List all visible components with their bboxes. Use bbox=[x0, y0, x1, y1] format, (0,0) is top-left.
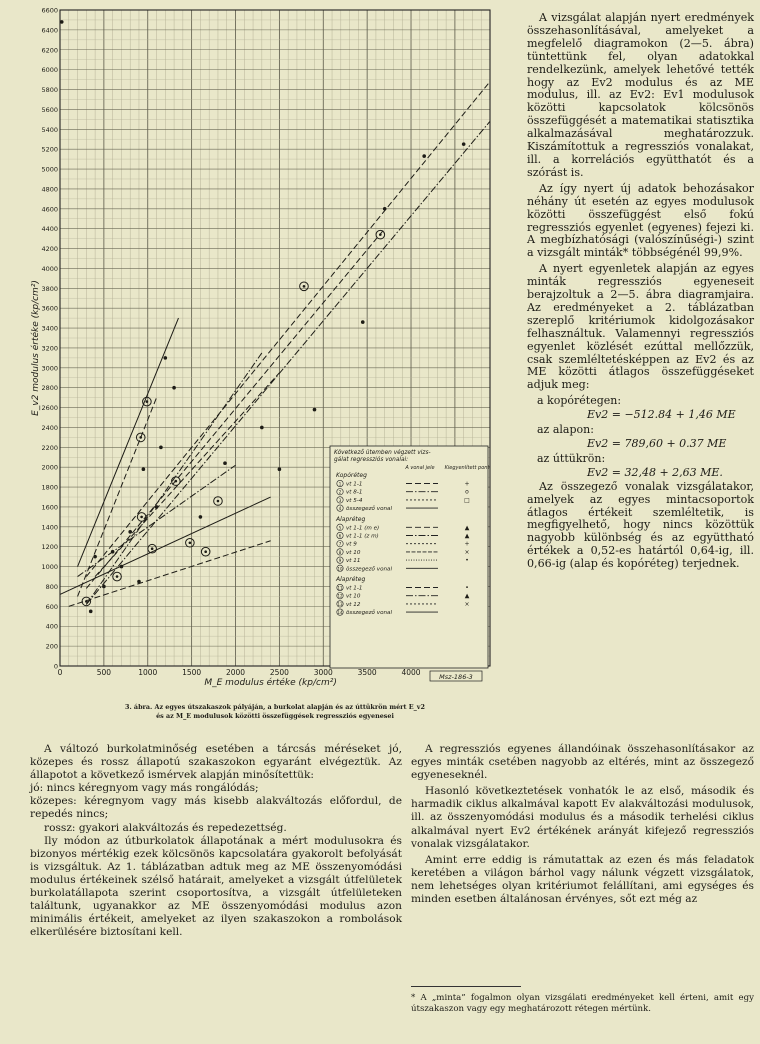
legend-number: 14 bbox=[337, 610, 343, 616]
legend-number: 5 bbox=[338, 525, 342, 531]
x-axis-label: M_E modulus értéke (kp/cm²) bbox=[204, 678, 337, 688]
data-point bbox=[164, 356, 168, 360]
y-tick-label: 5800 bbox=[41, 86, 58, 95]
legend-item-label: vt 9 bbox=[346, 541, 357, 548]
legend-item-label: vt 1-1 (m e) bbox=[346, 525, 380, 532]
data-point bbox=[383, 207, 387, 211]
legend-number: 8 bbox=[338, 549, 342, 555]
legend-point-mark: + bbox=[464, 480, 470, 488]
y-tick-label: 2800 bbox=[41, 384, 58, 393]
paragraph: A nyert egyenletek alapján az egyes minták regressziós egyeneseit berajzoltuk a 2—5. ábra diagramjaira. Az eredményeket a 2. táblázatban szereplő kritériumok kidolgozásakor felhasználtuk. Valamennyi regressziós egyenlet közlését ezúttal mellőzzük, csak szemléltetésképpen az Ev2 és az ME közötti átlagos összefüggéseket adjuk meg: bbox=[527, 262, 754, 392]
legend-item-label: vt 1-1 bbox=[346, 481, 363, 488]
legend-col-header: Kiegyenlített pont bbox=[444, 465, 490, 471]
y-tick-label: 6200 bbox=[41, 46, 58, 55]
y-tick-label: 4800 bbox=[41, 185, 58, 194]
figure-caption bbox=[50, 703, 500, 720]
x-tick-label: 4000 bbox=[401, 668, 421, 677]
data-point bbox=[128, 530, 132, 534]
data-point bbox=[313, 408, 317, 412]
data-point bbox=[142, 467, 146, 471]
paragraph: A változó burkolatminőség esetében a tárcsás méréseket jó, közepes és rossz állapotú szakaszokon egyaránt elvégeztük. Az állapotot a következő ismérvek alapján minősítettük: bbox=[30, 743, 402, 782]
legend-item-label: vt 8-1 bbox=[346, 489, 363, 496]
data-point-circle-center bbox=[146, 400, 149, 403]
y-tick-label: 1400 bbox=[41, 523, 58, 532]
legend-item-label: vt 10 bbox=[346, 593, 361, 600]
regression-line bbox=[78, 318, 179, 566]
data-point bbox=[278, 467, 282, 471]
y-tick-label: 2200 bbox=[41, 443, 58, 452]
stamp-label: Msz-186-3 bbox=[439, 673, 473, 681]
equation-label: az úttükrön: bbox=[537, 451, 606, 465]
data-point bbox=[159, 446, 163, 450]
data-point-circle-center bbox=[303, 285, 306, 288]
legend-number: 10 bbox=[337, 566, 343, 572]
equation-label: a kopórétegen: bbox=[537, 394, 622, 408]
y-tick-label: 4600 bbox=[41, 205, 58, 214]
data-point bbox=[260, 426, 264, 430]
y-tick-label: 3600 bbox=[41, 304, 58, 313]
legend-title: gálat regressziós vonalai: bbox=[334, 457, 409, 463]
legend-number: 3 bbox=[338, 497, 342, 503]
data-point bbox=[223, 461, 227, 465]
equation: Ev2 = −512.84 + 1,46 ME bbox=[587, 408, 736, 422]
legend-number: 7 bbox=[338, 541, 342, 547]
legend-item-label: vt 11 bbox=[346, 558, 361, 565]
y-tick-label: 800 bbox=[45, 582, 58, 591]
legend-item-label: vt 1-1 bbox=[346, 585, 363, 592]
legend-point-mark: o bbox=[465, 488, 469, 496]
legend-number: 1 bbox=[338, 481, 342, 487]
data-point bbox=[155, 505, 159, 509]
data-point bbox=[199, 515, 203, 519]
data-point bbox=[361, 320, 365, 324]
y-tick-label: 6600 bbox=[41, 6, 58, 15]
legend-number: 12 bbox=[337, 593, 343, 599]
y-tick-label: 4200 bbox=[41, 245, 58, 254]
equation-label: az alapon: bbox=[537, 423, 594, 437]
paragraph: rossz: gyakori alakváltozás és repedezettség. bbox=[44, 821, 287, 834]
paragraph: Hasonló következtetések vonhatók le az első, második és harmadik ciklus alkalmával kapott Ev alakváltozási modulusok, ill. az összenyomódási modulus és a második terhelési ciklus alkalmával nyert Ev2 értékének arányát kifejező regressziós vonalak vizsgálatakor. bbox=[411, 785, 754, 850]
x-tick-label: 2000 bbox=[225, 668, 246, 677]
y-tick-label: 3400 bbox=[41, 324, 58, 333]
legend-point-mark: × bbox=[464, 600, 470, 608]
data-point-circle-center bbox=[217, 500, 220, 503]
legend-point-mark: × bbox=[464, 548, 470, 556]
data-point-circle-center bbox=[139, 436, 142, 439]
x-tick-label: 3500 bbox=[357, 668, 377, 677]
data-point-circle-center bbox=[116, 575, 119, 578]
paragraph: közepes: kéregnyom vagy más kisebb alakváltozás előfordul, de repedés nincs; bbox=[30, 795, 402, 821]
legend-number: 11 bbox=[337, 585, 343, 591]
bottom-left-text bbox=[30, 743, 402, 939]
y-tick-label: 2400 bbox=[41, 423, 58, 432]
legend-number: 6 bbox=[338, 533, 342, 539]
legend-point-mark: ▲ bbox=[464, 532, 470, 540]
legend-item-label: összegező vonal bbox=[346, 506, 393, 513]
legend-col-header: A vonal jele bbox=[405, 465, 435, 471]
legend-point-mark: □ bbox=[464, 496, 470, 504]
paragraph: Amint erre eddig is rámutattak az ezen és más feladatok keretében a világon bárhol vagy nálunk végzett vizsgálatok, nem lehetséges olyan kritériumot felállítani, ami egységes és minden esetben általánosan érvényes, sőt ezt még az bbox=[411, 853, 754, 906]
legend-item-label: vt 1-1 (z m) bbox=[346, 533, 379, 540]
legend-number: 13 bbox=[337, 601, 343, 607]
equation: Ev2 = 789,60 + 0.37 ME bbox=[587, 437, 727, 450]
y-tick-label: 3200 bbox=[41, 344, 58, 353]
legend-point-mark: + bbox=[464, 540, 470, 548]
legend-number: 4 bbox=[338, 506, 342, 512]
y-tick-label: 5400 bbox=[41, 125, 58, 134]
legend-title: Következő ütemben végzett vizs- bbox=[334, 450, 431, 456]
data-point bbox=[137, 580, 141, 584]
caption-line-1: 3. ábra. Az egyes útszakaszok pályáján, a burkolat alapján és az úttükrön mért E_v2 bbox=[125, 703, 425, 711]
data-point bbox=[60, 20, 64, 24]
x-tick-label: 1500 bbox=[182, 668, 202, 677]
data-point-circle-center bbox=[189, 541, 192, 544]
y-tick-label: 400 bbox=[45, 622, 58, 631]
paragraph: Ily módon az útburkolatok állapotának a mért modulusokra és bizonyos mértékig ezek kölcsönös kapcsolatára gyakorolt befolyását is vizsgáltuk. Az 1. táblázatban adtuk meg az ME összenyomódási modulus értékeinek szélső határait, amelyeket a vizsgált útfelületek burkolatállapota szerint csoportosítva, a vizsgált útfelületeken találtunk, ugyanakkor az ME összenyomódási modulus azon minimális értékeit, amelyeket az ilyen szakaszokon a rombolások elkerülésére biztosítani kell. bbox=[30, 834, 402, 939]
bottom-right-text bbox=[411, 743, 754, 909]
y-tick-label: 3000 bbox=[41, 364, 58, 373]
right-column-text bbox=[527, 12, 754, 574]
data-point bbox=[422, 154, 426, 158]
data-point bbox=[93, 555, 97, 559]
data-point bbox=[120, 565, 124, 569]
caption-line-2: és az M_E modulusok közötti összefüggések regressziós egyenesei bbox=[156, 711, 394, 720]
data-point-circle-center bbox=[140, 516, 143, 519]
y-tick-label: 4000 bbox=[41, 264, 58, 273]
y-tick-label: 200 bbox=[45, 642, 58, 651]
y-tick-label: 1200 bbox=[41, 543, 58, 552]
data-point bbox=[102, 585, 106, 589]
data-point-circle-center bbox=[151, 547, 154, 550]
data-point bbox=[89, 610, 93, 614]
data-point-circle-center bbox=[204, 550, 207, 553]
legend-group-title: Alapréteg bbox=[336, 576, 366, 583]
x-tick-label: 1000 bbox=[138, 668, 158, 677]
y-tick-label: 1600 bbox=[41, 503, 58, 512]
paragraph: Az így nyert új adatok behozásakor néhány út esetén az egyes modulusok közötti összefüggést első fokú regressziós egyenlet (egyenes) fejezi ki. A megbízhatósági (valószínűségi-) szint a vizsgált minták* többségénél 99,9%. bbox=[527, 181, 754, 260]
y-tick-label: 1000 bbox=[41, 563, 58, 572]
legend-point-mark: ▲ bbox=[464, 524, 470, 532]
data-point bbox=[462, 142, 466, 146]
legend-item-label: vt 10 bbox=[346, 549, 361, 556]
legend-number: 2 bbox=[338, 489, 342, 495]
y-tick-label: 2600 bbox=[41, 404, 58, 413]
x-tick-label: 0 bbox=[57, 668, 63, 677]
paragraph: Az összegező vonalak vizsgálatakor, amelyek az egyes mintacsoportok átlagos értékeit szemléltetik, is megfigyelhető, hogy nincs közöttük nagyobb különbség és az együttható értékek a 0,52-es határtól 0,64-ig, ill. 0,66-ig (alap és kopóréteg) terjednek. bbox=[527, 479, 754, 571]
paragraph: jó: nincs kéregnyom vagy más rongálódás; bbox=[30, 782, 259, 795]
y-tick-label: 3800 bbox=[41, 284, 58, 293]
data-point-circle-center bbox=[379, 233, 382, 236]
figure-3 bbox=[30, 6, 508, 688]
x-tick-label: 3000 bbox=[313, 668, 333, 677]
data-point-circle-center bbox=[85, 600, 88, 603]
legend-item-label: összegező vonal bbox=[346, 566, 393, 573]
y-tick-label: 5200 bbox=[41, 145, 58, 154]
legend-point-mark: ▲ bbox=[464, 592, 470, 600]
x-tick-label: 2500 bbox=[269, 668, 289, 677]
x-tick-label: 500 bbox=[96, 668, 112, 677]
y-tick-label: 6000 bbox=[41, 66, 58, 75]
data-point bbox=[172, 386, 176, 390]
regression-chart bbox=[30, 6, 508, 688]
y-tick-label: 1800 bbox=[41, 483, 58, 492]
data-point-circle-center bbox=[175, 480, 178, 483]
legend-item-label: vt 5-4 bbox=[346, 497, 363, 504]
y-tick-label: 4400 bbox=[41, 225, 58, 234]
equation: Ev2 = 32,48 + 2,63 ME. bbox=[587, 465, 723, 479]
paragraph: A vizsgálat alapján nyert eredmények összehasonlításával, amelyeket a megfelelő diagramokon (2—5. ábra) tüntettünk fel, olyan adatokkal rendelkezünk, amelyek lehetővé tették hogy az Ev2 modulus és az ME modulus, ill. az Ev2: Ev1 modulusok közötti kapcsolatok kölcsönös összefüggését a matematikai statisztika alkalmazásával meghatározzuk. Kiszámítottuk a regressziós vonalakat, ill. a korrelációs együtthatót és a szórást is. bbox=[527, 11, 754, 179]
y-tick-label: 6400 bbox=[41, 26, 58, 35]
legend-item-label: vt 12 bbox=[346, 601, 361, 608]
y-tick-label: 600 bbox=[45, 602, 58, 611]
footnote: * A „minta” fogalmon olyan vizsgálati eredményeket kell érteni, amit egy útszakaszon vagy egy meghatározott rétegen mértünk. bbox=[411, 993, 754, 1014]
legend-item-label: összegező vonal bbox=[346, 610, 393, 617]
paragraph: A regressziós egyenes állandóinak összehasonlításakor az egyes minták csetében nagyobb az eltérés, mint az összegező egyeneseknél. bbox=[411, 743, 754, 782]
legend-number: 9 bbox=[338, 558, 342, 564]
y-tick-label: 0 bbox=[53, 662, 58, 671]
y-tick-label: 5600 bbox=[41, 105, 58, 114]
legend-group-title: Kopóréteg bbox=[336, 472, 367, 479]
footnote-divider bbox=[411, 986, 521, 987]
y-tick-label: 5000 bbox=[41, 165, 58, 174]
data-point bbox=[111, 550, 115, 554]
y-tick-label: 2000 bbox=[41, 463, 58, 472]
legend-point-mark: • bbox=[465, 557, 469, 565]
y-axis-label: E_v2 modulus értéke (kp/cm²) bbox=[31, 280, 41, 416]
legend-point-mark: • bbox=[465, 584, 469, 592]
legend-group-title: Alapréteg bbox=[336, 515, 366, 523]
